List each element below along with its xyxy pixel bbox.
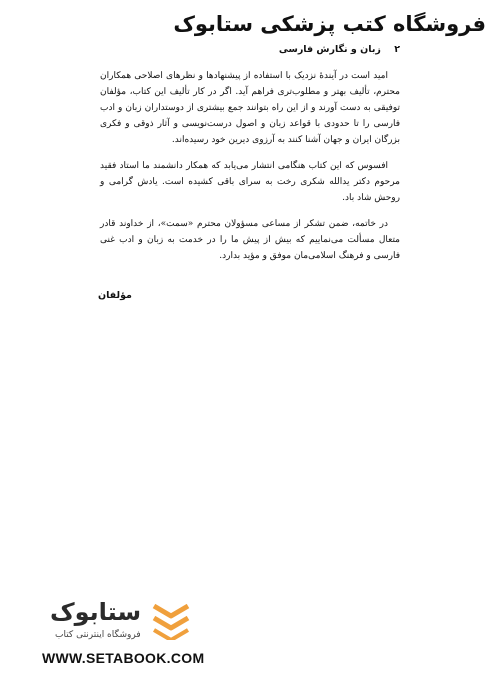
paragraph-1: امید است در آیندهٔ نزدیک با استفاده از پیشنهادها و نظرهای اصلاحی همکاران محترم، تألیف بهتر و مطلوب‌تری فراهم آید. اگر در کار تألیف این کتاب، مؤلفان توفیقی به دست آورند و از این راه بتوانند جمع بیشتری از دوستداران زبان و ادب فارسی را تا حدودی با قواعد زبان و اصول درست‌نویسی و آثار ذوقی و فکری بزرگان ایران و جهان آشنا کنند به آرزوی دیرین خود رسیده‌اند. — [100, 71, 400, 145]
authors-signature: مؤلفان — [98, 290, 132, 301]
paragraph-3: در خاتمه، ضمن تشکر از مساعی مسؤولان محترم «سمت»، از خداوند قادر متعال مسألت می‌نماییم که بیش از پیش ما را در خدمت به زبان و ادب غنی فارسی و فرهنگ اسلامی‌مان موفق و مؤید بدارد. — [100, 219, 400, 261]
page-number: ۲ — [394, 44, 400, 55]
watermark-title: فروشگاه کتب پزشکی ستابوک — [173, 12, 486, 36]
brand-subtitle: فروشگاه اینترنتی کتاب — [55, 630, 141, 640]
site-url: WWW.SETABOOK.COM — [42, 650, 205, 666]
running-title: زبان و نگارش فارسی — [278, 44, 381, 55]
paragraph-2: افسوس که این کتاب هنگامی انتشار می‌یابد که همکار دانشمند ما استاد فقید مرحوم دکتر یدالله شکری رخت به سرای باقی کشیده است. یادش گرامی و روحش شاد باد. — [100, 161, 400, 203]
brand-logo-wordmark: ستابوک — [50, 598, 142, 626]
brand-logo-icon — [150, 598, 192, 640]
running-head — [279, 44, 400, 55]
body-text — [100, 68, 400, 274]
